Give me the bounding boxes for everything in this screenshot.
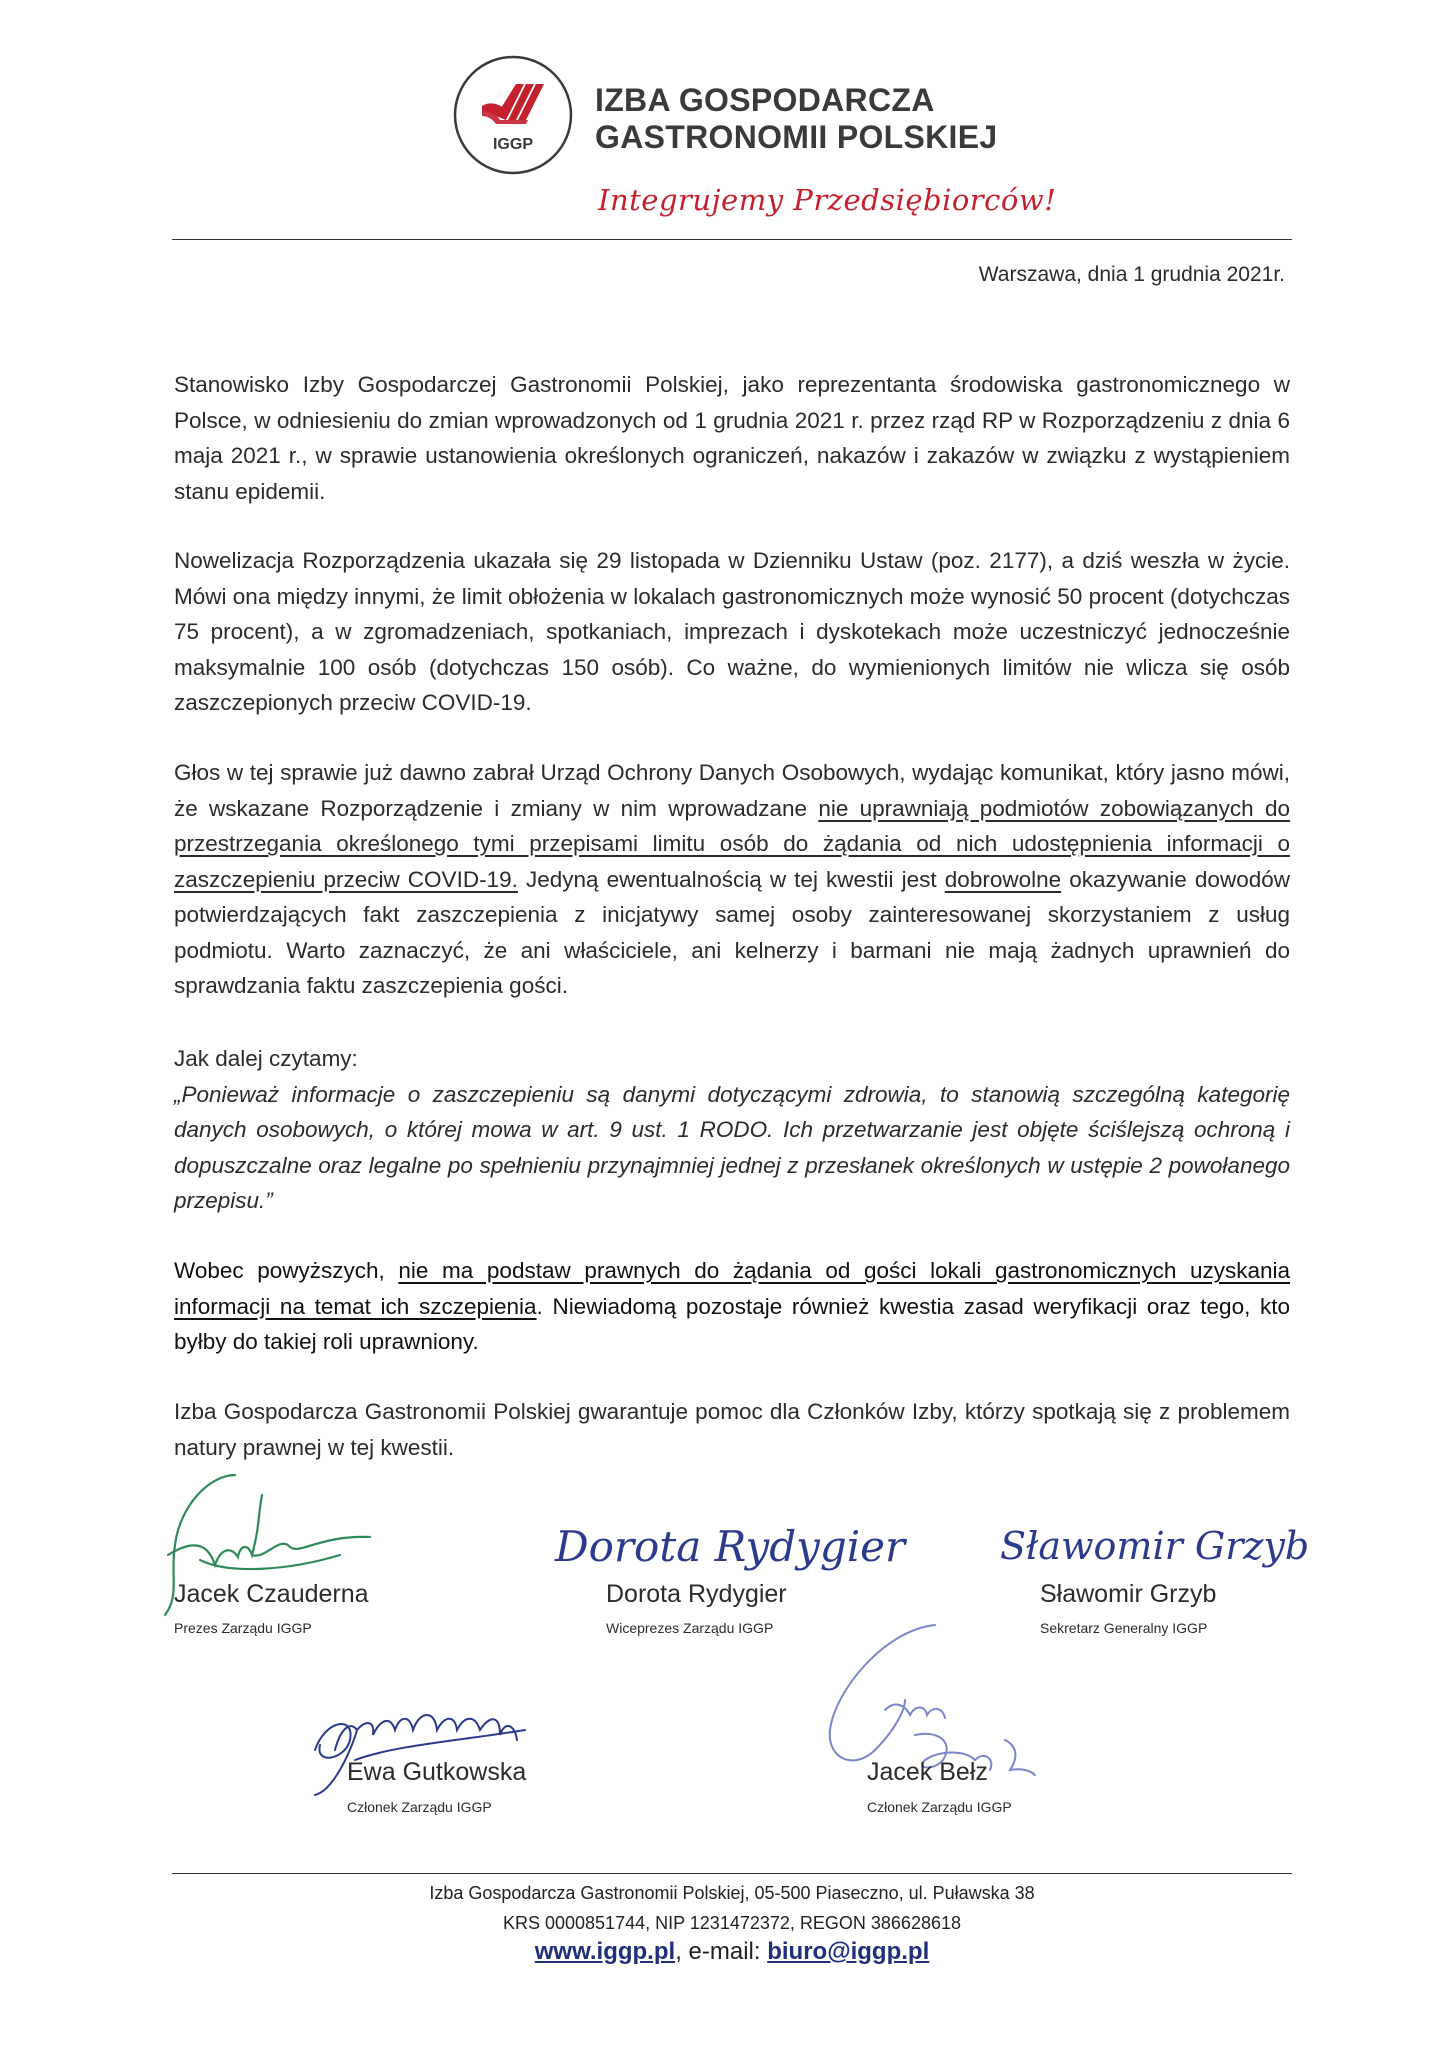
signer-3-name: Sławomir Grzyb	[1040, 1580, 1217, 1608]
paragraph-2	[174, 543, 1290, 721]
paragraph-5-text-a: Wobec powyższych,	[174, 1258, 399, 1283]
footer-registry: KRS 0000851744, NIP 1231472372, REGON 386628618	[502, 1913, 961, 1933]
paragraph-3-text-a: Głos w tej sprawie już dawno zabrał Urząd Ochrony Danych Osobowych, wydając komunikat, który jasno mówi, że wskazane Rozporządzenie i zmiany w nim wprowadzane	[174, 760, 1290, 821]
paragraph-4-quote: „Ponieważ informacje o zaszczepieniu są danymi dotyczącymi zdrowia, to stanowią szczególną kategorię danych osobowych, o której mowa w art. 9 ust. 1 RODO. Ich przetwarzanie jest objęte ściślejszą ochroną i dopuszczalne oraz legalne po spełnieniu przynajmniej jednej z przesłanek określonych w ustępie 2 powołanego przepisu.”	[174, 1081, 1290, 1213]
paragraph-1	[174, 367, 1290, 509]
website-link[interactable]: www.iggp.pl	[534, 1938, 676, 1965]
tagline: Integrujemy Przedsiębiorców!	[598, 183, 1057, 217]
signer-4-role: Członek Zarządu IGGP	[347, 1799, 492, 1815]
iggp-logo	[452, 54, 574, 176]
email-link[interactable]: biuro@iggp.pl	[767, 1938, 930, 1965]
paragraph-3-text-c: okazywanie dowodów potwierdzających fakt zaszczepienia z inicjatywy samej osoby zainteresowanej skorzystaniem z usług podmiotu. Warto zaznaczyć, że ani właściciele, ani kelnerzy i barmani nie mają żadnych uprawnień do sprawdzania faktu zaszczepienia gości.	[174, 866, 1290, 998]
paragraph-5	[174, 1253, 1290, 1360]
paragraph-5-text-b: . Niewiadomą pozostaje również kwestia zasad weryfikacji oraz tego, kto byłby do takiej roli uprawniony.	[174, 1293, 1291, 1354]
email-label: , e-mail:	[675, 1938, 768, 1965]
signer-4-name: Ewa Gutkowska	[347, 1758, 527, 1786]
signature-rydygier	[555, 1515, 906, 1585]
org-name-line2: GASTRONOMII POLSKIEJ	[595, 119, 998, 155]
paragraph-3	[174, 755, 1290, 1004]
paragraph-4-intro: Jak dalej czytamy:	[174, 1046, 358, 1071]
signature-rydygier-handwriting: Dorota Rydygier	[555, 1522, 906, 1571]
letter-date: Warszawa, dnia 1 grudnia 2021r.	[978, 263, 1285, 286]
signer-1-role: Prezes Zarządu IGGP	[174, 1620, 312, 1636]
paragraph-5-underlined: nie ma podstaw prawnych do żądania od gości lokali gastronomicznych uzyskania informacji na temat ich szczepienia	[174, 1258, 1290, 1319]
org-name	[595, 82, 997, 156]
paragraph-6	[174, 1394, 1290, 1465]
footer-contact	[172, 1938, 1292, 1966]
paragraph-3-underlined-2: dobrowolne	[944, 866, 1062, 892]
paragraph-4	[174, 1041, 1290, 1219]
header-divider	[172, 239, 1292, 240]
signer-5-role: Członek Zarządu IGGP	[867, 1799, 1012, 1815]
footer-divider	[172, 1873, 1292, 1874]
signer-5-name: Jacek Bełz	[867, 1758, 988, 1786]
paragraph-3-text-b: Jedyną ewentualnością w tej kwestii jest	[517, 866, 945, 892]
footer-address: Izba Gospodarcza Gastronomii Polskiej, 05-500 Piaseczno, ul. Puławska 38	[429, 1883, 1035, 1903]
paragraph-6-text: Izba Gospodarcza Gastronomii Polskiej gwarantuje pomoc dla Członków Izby, którzy spotkają się z problemem natury prawnej w tej kwestii.	[174, 1399, 1290, 1460]
paragraph-1-text: Stanowisko Izby Gospodarczej Gastronomii Polskiej, jako reprezentanta środowiska gastronomicznego w Polsce, w odniesieniu do zmian wprowadzonych od 1 grudnia 2021 r. przez rząd RP w Rozporządzeniu z dnia 6 maja 2021 r., w sprawie ustanowienia określonych ograniczeń, nakazów i zakazów w związku z wystąpieniem stanu epidemii.	[174, 372, 1290, 504]
paragraph-2-text: Nowelizacja Rozporządzenia ukazała się 29 listopada w Dzienniku Ustaw (poz. 2177), a dziś weszła w życie. Mówi ona między innymi, że limit obłożenia w lokalach gastronomicznych może wynosić 50 procent (dotychczas 75 procent), a w zgromadzeniach, spotkaniach, imprezach i dyskotekach może uczestniczyć jednocześnie maksymalnie 100 osób (dotychczas 150 osób). Co ważne, do wymienionych limitów nie wlicza się osób zaszczepionych przeciw COVID-19.	[174, 548, 1290, 715]
org-name-line1: IZBA GOSPODARCZA	[595, 82, 935, 118]
signature-grzyb	[1000, 1495, 1310, 1585]
signature-grzyb-handwriting: Sławomir Grzyb	[1000, 1524, 1310, 1568]
signer-1-name: Jacek Czauderna	[174, 1580, 369, 1608]
signer-3-role: Sekretarz Generalny IGGP	[1040, 1620, 1208, 1636]
signer-2-name: Dorota Rydygier	[606, 1580, 787, 1608]
logo-text: IGGP	[492, 136, 534, 153]
signer-2-role: Wiceprezes Zarządu IGGP	[606, 1620, 774, 1636]
paragraph-3-underlined-1: nie uprawniają podmiotów zobowiązanych do przestrzegania określonego tymi przepisami limitu osób do żądania od nich udostępnienia informacji o zaszczepieniu przeciw COVID-19.	[174, 795, 1291, 892]
